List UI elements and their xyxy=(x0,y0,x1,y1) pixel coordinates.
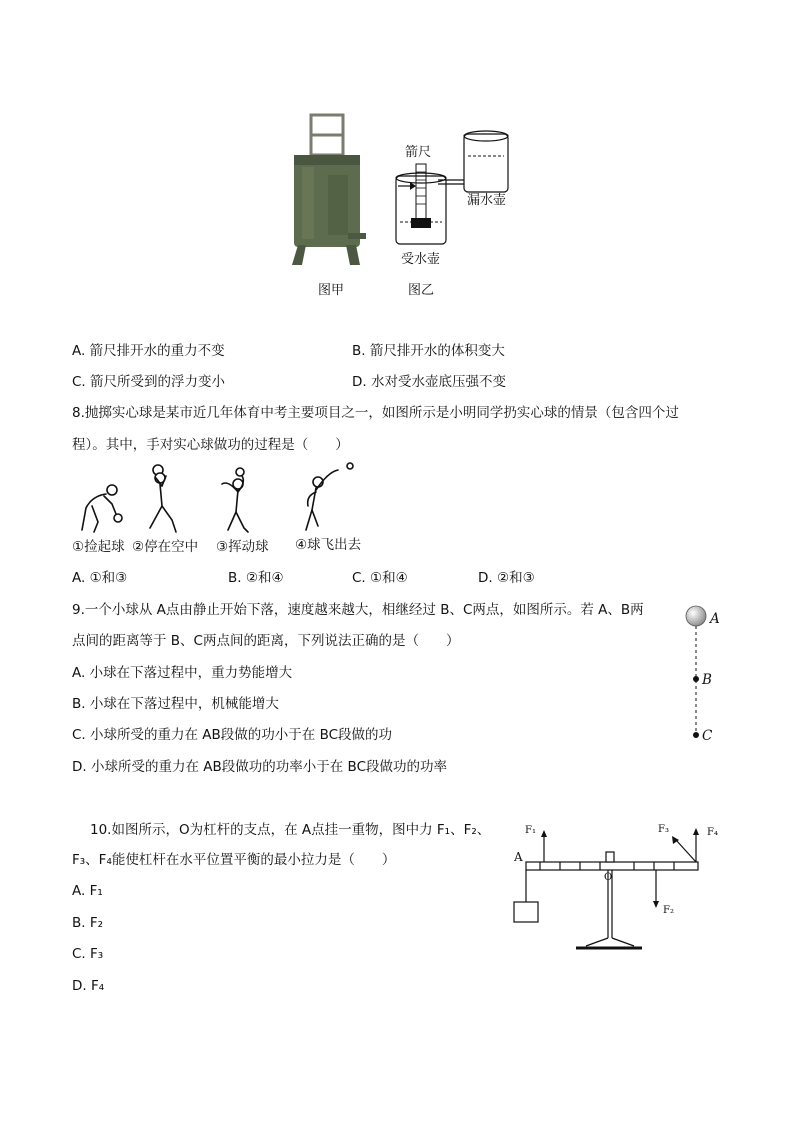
q10-label-f4: F₄ xyxy=(707,827,718,838)
q10-label-o: O xyxy=(604,872,613,883)
leak-pot-label: 漏水壶 xyxy=(467,193,507,208)
q10-stem-line1: 10.如图所示，O为杠杆的支点，在 A点挂一重物，图中力 F₁、F₂、 xyxy=(90,822,491,838)
q10-label-f1: F₁ xyxy=(525,825,536,836)
q7-option-c: C. 箭尺所受到的浮力变小 xyxy=(72,374,226,390)
q7-option-a: A. 箭尺排开水的重力不变 xyxy=(72,343,225,359)
q9-option-a: A. 小球在下落过程中，重力势能增大 xyxy=(72,665,293,681)
q9-stem-line2: 点间的距离等于 B、C两点间的距离，下列说法正确的是（ ） xyxy=(72,633,460,649)
q10-option-d: D. F₄ xyxy=(72,978,105,994)
q8-option-a: A. ①和③ xyxy=(72,570,128,586)
q10-label-f2: F₂ xyxy=(663,905,674,916)
water-clock-photo xyxy=(288,115,368,275)
q8-option-b: B. ②和④ xyxy=(228,570,284,586)
q8-caption-1: ①捡起球 xyxy=(72,539,125,555)
q10-lever-diagram xyxy=(510,820,720,955)
q9-option-c: C. 小球所受的重力在 AB段做的功小于在 BC段做的功 xyxy=(72,727,393,743)
q8-caption-2: ②停在空中 xyxy=(132,539,199,555)
q9-option-d: D. 小球所受的重力在 AB段做功的功率小于在 BC段做功的功率 xyxy=(72,759,448,775)
q8-option-c: C. ①和④ xyxy=(352,570,408,586)
q8-stem-line2: 程）。其中，手对实心球做功的过程是（ ） xyxy=(72,437,349,453)
q10-option-c: C. F₃ xyxy=(72,946,104,962)
q9-stem-line1: 9.一个小球从 A点由静止开始下落，速度越来越大，相继经过 B、C两点，如图所示。若 A、B两 xyxy=(72,602,644,618)
q10-option-a: A. F₁ xyxy=(72,883,103,899)
q10-label-f3: F₃ xyxy=(658,824,669,835)
figure-caption-a: 图甲 xyxy=(318,283,345,298)
q8-option-d: D. ②和③ xyxy=(478,570,535,586)
q10-option-b: B. F₂ xyxy=(72,915,104,931)
q7-option-b: B. 箭尺排开水的体积变大 xyxy=(352,343,505,359)
q8-caption-3: ③挥动球 xyxy=(216,539,269,555)
q9-option-b: B. 小球在下落过程中，机械能增大 xyxy=(72,696,279,712)
q8-stem-line1: 8.抛掷实心球是某市近几年体育中考主要项目之一，如图所示是小明同学扔实心球的情景（包含四个过 xyxy=(72,405,679,421)
arrow-ruler-label: 箭尺 xyxy=(405,145,432,160)
q9-point-c: C xyxy=(702,728,713,744)
q9-point-b: B xyxy=(702,672,712,688)
q8-throwing-figure xyxy=(72,462,372,537)
figure-caption-b: 图乙 xyxy=(408,283,435,298)
q9-point-a: A xyxy=(710,611,720,627)
q7-option-d: D. 水对受水壶底压强不变 xyxy=(352,374,506,390)
receive-pot-label: 受水壶 xyxy=(401,252,441,267)
q8-caption-4: ④球飞出去 xyxy=(295,537,362,553)
q10-stem-line2: F₃、F₄能使杠杆在水平位置平衡的最小拉力是（ ） xyxy=(72,852,396,868)
q10-label-a: A xyxy=(514,850,523,864)
